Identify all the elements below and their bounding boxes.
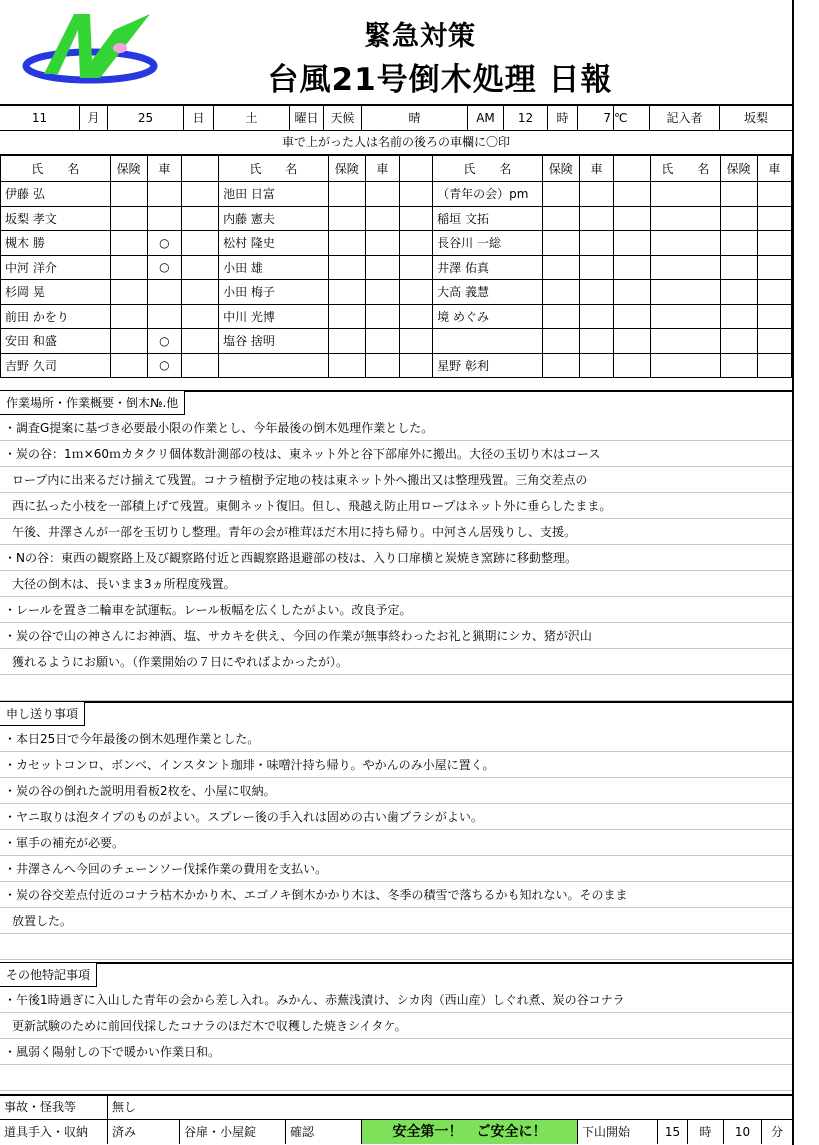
tools-label: 道具手入・収納 [0, 1120, 108, 1144]
name-header: 氏 名 [1, 156, 111, 182]
member-car-mark [579, 206, 613, 231]
member-name: 前田 かをり [1, 304, 111, 329]
member-car-mark [757, 304, 791, 329]
member-name: 伊藤 弘 [1, 182, 111, 207]
member-insurance [542, 353, 579, 378]
member-name [651, 304, 720, 329]
work-line: 西に払った小枝を一部積上げて残置。東側ネット復旧。但し、飛越え防止用ロープはネット外に垂らしたまま。 [0, 493, 792, 519]
member-name: 井澤 佑真 [433, 255, 543, 280]
spacer-cell [400, 255, 433, 280]
member-car-mark [365, 329, 399, 354]
member-car-mark [365, 255, 399, 280]
work-line: ロープ内に出来るだけ揃えて残置。コナラ植樹予定地の枝は東ネット外へ搬出又は整理残置。三角交差点の [0, 467, 792, 493]
member-row [1, 329, 792, 354]
member-insurance [328, 353, 365, 378]
member-car-mark [579, 304, 613, 329]
day-value: 25 [108, 106, 184, 130]
temp-value: 7 [578, 106, 614, 130]
member-car-mark [147, 280, 181, 305]
handover-line: ・本日25日で今年最後の倒木処理作業とした。 [0, 726, 792, 752]
member-insurance [720, 231, 757, 256]
member-car-mark [579, 329, 613, 354]
spacer-cell [400, 182, 433, 207]
member-row [1, 353, 792, 378]
car-header: 車 [365, 156, 399, 182]
member-name: （青年の会）pm [433, 182, 543, 207]
members-header-row [1, 156, 792, 182]
member-name [651, 231, 720, 256]
member-row [1, 304, 792, 329]
handover-line: ・炭の谷交差点付近のコナラ枯木かかり木、エゴノキ倒木かかり木は、冬季の積雪で落ちるかも知れない。そのまま [0, 882, 792, 908]
member-car-mark [147, 182, 181, 207]
page-subtitle: 緊急対策 [364, 21, 476, 52]
handover-line: ・炭の谷の倒れた説明用看板2枚を、小屋に収納。 [0, 778, 792, 804]
work-section-title: 作業場所・作業概要・倒木№.他 [0, 391, 185, 415]
accident-value: 無し [112, 1100, 137, 1114]
member-name: 内藤 憲夫 [219, 206, 329, 231]
member-car-mark: ○ [147, 329, 181, 354]
member-insurance [110, 231, 147, 256]
spacer-cell [181, 182, 218, 207]
other-section-title: その他特記事項 [0, 963, 97, 987]
member-name: 長谷川 一総 [433, 231, 543, 256]
member-row [1, 182, 792, 207]
other-line [0, 1065, 792, 1091]
spacer-cell [181, 329, 218, 354]
member-name [651, 280, 720, 305]
recorder-label: 記入者 [650, 106, 720, 130]
month-label: 月 [80, 106, 108, 130]
member-name [651, 329, 720, 354]
member-insurance [542, 255, 579, 280]
recorder-value: 坂梨 [743, 111, 768, 125]
work-line: ・炭の谷：1ｍ×60ｍカタクリ個体数計測部の枝は、東ネット外と谷下部扉外に搬出。大径の玉切り木はコース [0, 441, 792, 467]
work-line: 大径の倒木は、長いまま3ヵ所程度残置。 [0, 571, 792, 597]
member-car-mark [579, 182, 613, 207]
descent-minute: 10 [724, 1120, 762, 1144]
spacer-cell [400, 280, 433, 305]
gate-lock-label: 谷扉・小屋錠 [180, 1120, 286, 1144]
other-line: 更新試験のために前回伐採したコナラのほだ木で収穫した焼きシイタケ。 [0, 1013, 792, 1039]
member-car-mark [757, 182, 791, 207]
name-header: 氏 名 [433, 156, 543, 182]
member-name: 吉野 久司 [1, 353, 111, 378]
safety-slogan: 安全第一！ ご安全に！ [362, 1120, 578, 1144]
member-name: 安田 和盛 [1, 329, 111, 354]
work-line: ・炭の谷で山の神さんにお神酒、塩、サカキを供え、今回の作業が無事終わったお礼と猟期にシカ、猪が沢山 [0, 623, 792, 649]
member-name: 稲垣 文拓 [433, 206, 543, 231]
member-car-mark [147, 206, 181, 231]
confirm-label: 確認 [286, 1120, 362, 1144]
member-name [651, 206, 720, 231]
spacer-cell [181, 231, 218, 256]
member-insurance [328, 329, 365, 354]
temp-unit: ℃ [614, 106, 650, 130]
member-car-mark [365, 206, 399, 231]
member-car-mark [757, 255, 791, 280]
member-name: 槻木 勝 [1, 231, 111, 256]
member-insurance [542, 231, 579, 256]
ampm-value: AM [468, 106, 504, 130]
minute-label: 分 [770, 1125, 783, 1139]
member-row [1, 280, 792, 305]
member-car-mark: ○ [147, 231, 181, 256]
handover-line: ・井澤さんへ今回のチェーンソー伐採作業の費用を支払い。 [0, 856, 792, 882]
member-car-mark [579, 255, 613, 280]
member-name: 中河 洋介 [1, 255, 111, 280]
member-row [1, 255, 792, 280]
member-car-mark [757, 353, 791, 378]
member-insurance [328, 231, 365, 256]
work-line: ・調査G提案に基づき必要最小限の作業とし、今年最後の倒木処理作業とした。 [0, 415, 792, 441]
spacer-cell [400, 206, 433, 231]
day-label: 日 [184, 106, 214, 130]
spacer-cell [181, 156, 218, 182]
member-row [1, 206, 792, 231]
tools-value: 済み [108, 1120, 180, 1144]
spacer-cell [400, 231, 433, 256]
spacer-cell [181, 353, 218, 378]
spacer-cell [400, 353, 433, 378]
handover-section-title: 申し送り事項 [0, 702, 85, 726]
car-notice: 車で上がった人は名前の後ろの車欄に〇印 [0, 130, 792, 155]
handover-line: 放置した。 [0, 908, 792, 934]
member-name [651, 255, 720, 280]
member-insurance [720, 329, 757, 354]
date-row [0, 104, 792, 131]
spacer-cell [614, 231, 651, 256]
spacer-cell [400, 156, 433, 182]
car-header: 車 [757, 156, 791, 182]
member-insurance [542, 182, 579, 207]
member-name: 星野 彰利 [433, 353, 543, 378]
member-name: 池田 日富 [219, 182, 329, 207]
member-insurance [110, 329, 147, 354]
member-car-mark [365, 182, 399, 207]
work-line: ・Nの谷：東西の観察路上及び観察路付近と西観察路退避部の枝は、入り口扉横と炭焼き窯跡に移動整理。 [0, 545, 792, 571]
member-name: 坂梨 孝文 [1, 206, 111, 231]
member-name [219, 353, 329, 378]
member-car-mark [757, 280, 791, 305]
handover-section [0, 702, 792, 962]
insurance-header: 保険 [720, 156, 757, 182]
member-insurance [110, 304, 147, 329]
member-insurance [542, 280, 579, 305]
other-line: ・午後1時過ぎに入山した青年の会から差し入れ。みかん、赤蕪浅漬け、シカ肉（西山産）しぐれ煮、炭の谷コナラ [0, 987, 792, 1013]
month-value: 11 [0, 106, 80, 130]
member-insurance [328, 206, 365, 231]
work-line: 獲れるようにお願い。（作業開始の７日にやればよかったが）。 [0, 649, 792, 675]
handover-line: ・軍手の補充が必要。 [0, 830, 792, 856]
weather-label: 天候 [324, 106, 362, 130]
spacer-cell [614, 329, 651, 354]
member-name [651, 353, 720, 378]
spacer-cell [614, 255, 651, 280]
spacer-cell [400, 329, 433, 354]
descent-hour: 15 [658, 1120, 688, 1144]
weekday-label: 曜日 [290, 106, 324, 130]
member-name: 杉岡 晃 [1, 280, 111, 305]
accident-label: 事故・怪我等 [0, 1095, 108, 1119]
handover-line [0, 934, 792, 960]
spacer-cell [614, 304, 651, 329]
weekday-value: 土 [214, 106, 290, 130]
member-insurance [720, 304, 757, 329]
other-section [0, 963, 792, 1093]
member-insurance [720, 353, 757, 378]
member-car-mark [757, 329, 791, 354]
hour-label: 時 [548, 106, 578, 130]
typhoon-swirl-logo-icon [22, 8, 162, 88]
weather-value: 晴 [362, 106, 468, 130]
descent-label: 下山開始 [578, 1120, 658, 1144]
member-insurance [328, 280, 365, 305]
spacer-cell [614, 206, 651, 231]
spacer-cell [614, 182, 651, 207]
spacer-cell [181, 304, 218, 329]
handover-line: ・ヤニ取りは泡タイプのものがよい。スプレー後の手入れは固めの古い歯ブラシがよい。 [0, 804, 792, 830]
spacer-cell [614, 156, 651, 182]
closing-row [0, 1119, 792, 1144]
spacer-cell [181, 255, 218, 280]
member-car-mark [365, 280, 399, 305]
member-car-mark [365, 231, 399, 256]
insurance-header: 保険 [110, 156, 147, 182]
member-row [1, 231, 792, 256]
member-name [433, 329, 543, 354]
name-header: 氏 名 [219, 156, 329, 182]
members-table [0, 155, 792, 378]
handover-line: ・カセットコンロ、ボンベ、インスタント珈琲・味噌汁持ち帰り。やかんのみ小屋に置く。 [0, 752, 792, 778]
member-name: 松村 隆史 [219, 231, 329, 256]
member-insurance [720, 206, 757, 231]
work-section [0, 391, 792, 701]
member-insurance [720, 255, 757, 280]
accident-row [0, 1095, 792, 1119]
member-name: 中川 光博 [219, 304, 329, 329]
work-line: 午後、井澤さんが一部を玉切りし整理。青年の会が椎茸ほだ木用に持ち帰り。中河さん居残りし、支援。 [0, 519, 792, 545]
member-name: 境 めぐみ [433, 304, 543, 329]
member-insurance [720, 280, 757, 305]
spacer-cell [614, 353, 651, 378]
member-car-mark [147, 304, 181, 329]
spacer-cell [181, 206, 218, 231]
hour-value: 12 [504, 106, 548, 130]
insurance-header: 保険 [328, 156, 365, 182]
spacer-cell [614, 280, 651, 305]
member-name: 小田 梅子 [219, 280, 329, 305]
member-insurance [110, 280, 147, 305]
member-car-mark: ○ [147, 353, 181, 378]
member-car-mark: ○ [147, 255, 181, 280]
member-insurance [328, 255, 365, 280]
member-car-mark [757, 231, 791, 256]
spacer-cell [181, 280, 218, 305]
work-line [0, 675, 792, 701]
member-insurance [110, 182, 147, 207]
member-name: 塩谷 捨明 [219, 329, 329, 354]
member-insurance [328, 182, 365, 207]
member-name: 大高 義慧 [433, 280, 543, 305]
page-title: 台風21号倒木処理 日報 [267, 62, 613, 98]
member-insurance [542, 206, 579, 231]
member-insurance [720, 182, 757, 207]
member-insurance [328, 304, 365, 329]
member-insurance [542, 304, 579, 329]
member-insurance [110, 206, 147, 231]
member-car-mark [365, 353, 399, 378]
name-header: 氏 名 [651, 156, 720, 182]
member-insurance [110, 353, 147, 378]
member-insurance [110, 255, 147, 280]
other-line: ・風弱く陽射しの下で暖かい作業日和。 [0, 1039, 792, 1065]
member-insurance [542, 329, 579, 354]
member-name: 小田 雄 [219, 255, 329, 280]
insurance-header: 保険 [542, 156, 579, 182]
member-car-mark [757, 206, 791, 231]
car-header: 車 [579, 156, 613, 182]
member-car-mark [365, 304, 399, 329]
member-car-mark [579, 280, 613, 305]
member-name [651, 182, 720, 207]
spacer-cell [400, 304, 433, 329]
car-header: 車 [147, 156, 181, 182]
work-line: ・レールを置き二輪車を試運転。レール板幅を広くしたがよい。改良予定。 [0, 597, 792, 623]
hour-label: 時 [688, 1120, 724, 1144]
member-car-mark [579, 353, 613, 378]
member-car-mark [579, 231, 613, 256]
